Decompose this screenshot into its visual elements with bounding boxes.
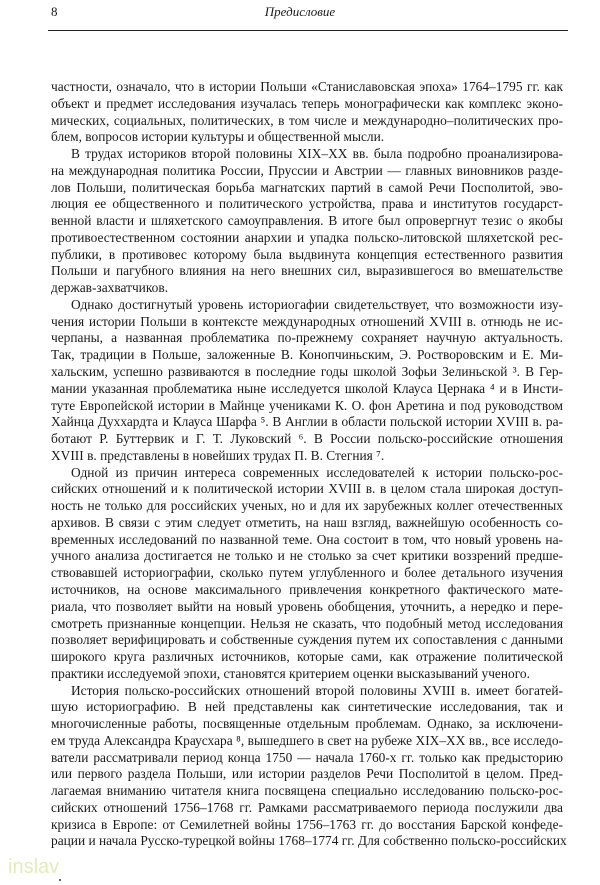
text-line: противоестественном состоянии анархии и упадка польско-литовской шляхетской рес- [51, 229, 563, 245]
paragraph [51, 79, 563, 146]
text-line: туте Европейской истории в Майнце учениками К. О. фон Аретина и под руководством [51, 397, 563, 413]
text-line: Одной из причин интереса современных исследователей к истории польско-рос- [71, 464, 563, 480]
running-title: Предисловие [264, 4, 336, 19]
text-line: сийских отношений и к политической истории XVIII в. в целом стала широкая доступ- [51, 481, 563, 497]
text-line: кризиса в Европе: от Семилетней войны 1756–1763 гг. до восстания Барской конфеде- [51, 816, 563, 832]
text-line: частности, означало, что в истории Польши «Станиславовская эпоха» 1764–1795 гг. как [51, 79, 563, 94]
text-line: Так, традиции в Польше, заложенные В. Конопчиньским, Э. Ростворовским и Е. Ми- [51, 347, 563, 363]
text-line: черпаны, а названная проблематика по-прежнему сохраняет научную актуальность. [51, 330, 563, 346]
text-line: архивов. В связи с этим следует отметить, на наш взгляд, важнейшую особенность со- [51, 514, 563, 530]
header-rule [48, 30, 568, 31]
page-number: 8 [51, 4, 58, 19]
text-line: люция ее общественного и политического устройства, права и институтов государст- [51, 196, 563, 212]
paragraph [51, 682, 567, 851]
paragraph [51, 465, 563, 683]
text-line: многочисленные работы, посвященные отдельным проблемам. Однако, за исключени- [51, 716, 563, 732]
text-line: ствовавшей историографии, сколько путем углубленного и более детального изучения [51, 565, 563, 581]
text-line: ботают Р. Буттервик и Г. Т. Луковский ⁶. В России польско-российские отношения [51, 431, 563, 447]
text-line: или первого раздела Польши, или истории разделов Речи Посполитой в целом. Пред- [51, 766, 563, 782]
text-line: мических, социальных, политических, в том числе и международно–политических про- [51, 112, 563, 128]
text-line: учного анализа достигается не только и не столько за счет критики воззрений предше- [51, 548, 563, 564]
text-line: венной власти и шляхетского самоуправления. В итоге был опровергнут тезис о якобы [51, 213, 563, 229]
text-line: временных исследований по названной теме. Она состоит в том, что новый уровень на- [51, 531, 563, 547]
paragraph [51, 297, 563, 465]
text-line: Хайнца Духхардта и Клауса Шарфа ⁵. В Англии в области польской истории XVIII в. ра- [51, 414, 563, 430]
text-line: сийских отношений 1756–1768 гг. Рамками рассматриваемого периода послужили два [51, 799, 563, 815]
text-line: позволяет верифицировать и собственные суждения путем их сопоставления с данными [51, 632, 563, 648]
watermark-logo: inslav [8, 856, 60, 878]
text-line: источников, на основе максимального привлечения конкретного фактического мате- [51, 581, 563, 597]
text-line: держав-захватчиков. [51, 280, 169, 296]
text-line: мании указанная проблематика ныне исследуется школой Клауса Цернака ⁴ и в Инсти- [51, 380, 563, 396]
text-line: Однако достигнутый уровень историогафии свидетельствует, что возможности изу- [71, 296, 563, 312]
text-line: ем труда Александра Краусхара ⁸, вышедшего в свет на рубеже XIX–XX вв., все исследо- [51, 732, 563, 748]
text-line: шую историографию. В ней представлены как синтетические исследования, так и [51, 699, 563, 715]
text-line: объект и предмет исследования изучалась теперь монографически как комплекс эконо- [51, 95, 563, 111]
text-line: ность не только для российских ученых, но и для их зарубежных коллег отечественных [51, 498, 563, 514]
text-line: лов Польши, политическая борьба магнатских партий в самой Речи Посполитой, эво- [51, 179, 563, 195]
text-line: практики исследуемой эпохи, становятся критерием оценки высказываний ученого. [51, 665, 530, 681]
text-line: чения истории Польши в контексте международных отношений XVIII в. отнюдь не ис- [51, 313, 563, 329]
text-line: рации и начала Русско-турецкой войны 1768–1774 гг. Для собственно польско-российских [51, 833, 567, 849]
text-line: лагаемая вниманию читателя книга посвящена специально исследованию польско-рос- [51, 783, 563, 799]
text-line: на международная политика России, Пруссии и Австрии — главных виновников разде- [51, 162, 563, 178]
text-line: смотреть признанные концепции. Нельзя не сказать, что подобный метод исследования [51, 615, 563, 631]
text-line: ватели рассматривали период конца 1750 — начала 1760-х гг. только как предысторию [51, 749, 563, 765]
body-text [51, 79, 567, 850]
text-line: XVIII в. представлены в новейших трудах П. В. Стегния ⁷. [51, 447, 385, 463]
text-line: хальским, успешно развиваются в последние годы школой Зофьи Зелиньской ³. В Гер- [51, 364, 563, 380]
text-line: В трудах историков второй половины XIX–XX вв. была подробно проанализирова- [71, 146, 563, 162]
text-line: публики, в противовес которому была выдвинута концепция естественного развития [51, 246, 563, 262]
text-line: блем, вопросов истории культуры и общественной мысли. [51, 129, 385, 145]
text-line: риала, что позволяет выйти на новый уровень обобщения, уточнить, а нередко и пере- [51, 598, 563, 614]
paragraph [51, 146, 563, 297]
text-line: История польско-российских отношений второй половины XVIII в. имеет богатей- [71, 682, 563, 698]
text-line: Польши и пагубного влияния на него внешних сил, выразившегося во вмешательстве [51, 263, 563, 279]
scan-speck [59, 879, 61, 881]
text-line: широкого круга различных источников, которые сами, как отражение политической [51, 649, 563, 665]
